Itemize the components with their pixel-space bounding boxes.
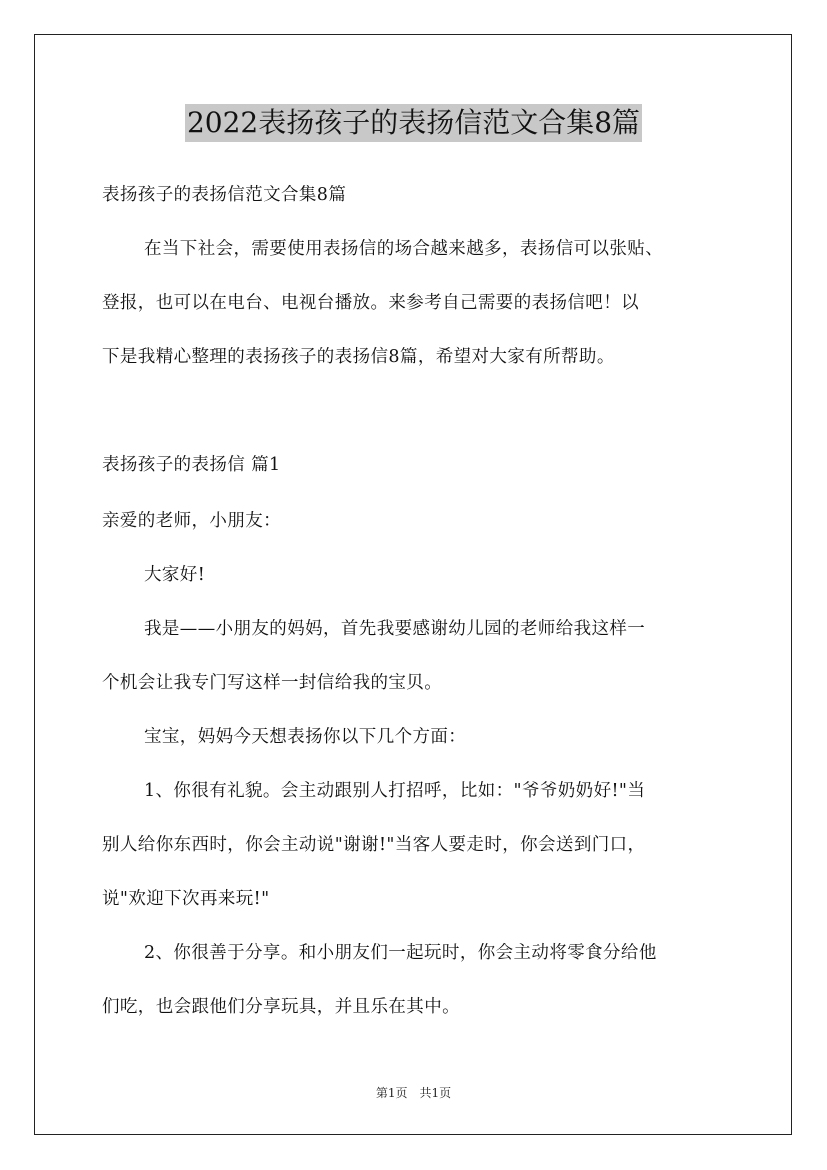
body-line: 说"欢迎下次再来玩!"	[102, 889, 270, 909]
title-container	[0, 104, 827, 142]
body-line: 们吃，也会跟他们分享玩具，并且乐在其中。	[102, 997, 460, 1017]
page-number: 第1页 共1页	[375, 1086, 452, 1100]
body-line: 我是——小朋友的妈妈，首先我要感谢幼儿园的老师给我这样一	[144, 619, 646, 639]
body-line: 2、你很善于分享。和小朋友们一起玩时，你会主动将零食分给他	[144, 943, 657, 963]
document-title: 2022表扬孩子的表扬信范文合集8篇	[185, 104, 642, 142]
greeting: 大家好!	[144, 565, 206, 585]
body-line: 别人给你东西时，你会主动说"谢谢!"当客人要走时，你会送到门口，	[102, 835, 646, 855]
salutation: 亲爱的老师，小朋友：	[102, 511, 281, 531]
section-heading: 表扬孩子的表扬信 篇1	[102, 455, 281, 475]
body-line: 1、你很有礼貌。会主动跟别人打招呼，比如："爷爷奶奶好!"当	[144, 781, 646, 801]
body-line: 宝宝，妈妈今天想表扬你以下几个方面：	[144, 727, 467, 747]
intro-line: 下是我精心整理的表扬孩子的表扬信8篇，希望对大家有所帮助。	[102, 347, 615, 367]
intro-line: 在当下社会，需要使用表扬信的场合越来越多，表扬信可以张贴、	[144, 239, 664, 259]
document-subtitle: 表扬孩子的表扬信范文合集8篇	[102, 185, 347, 205]
intro-line: 登报，也可以在电台、电视台播放。来参考自己需要的表扬信吧！以	[102, 293, 639, 313]
body-line: 个机会让我专门写这样一封信给我的宝贝。	[102, 673, 443, 693]
